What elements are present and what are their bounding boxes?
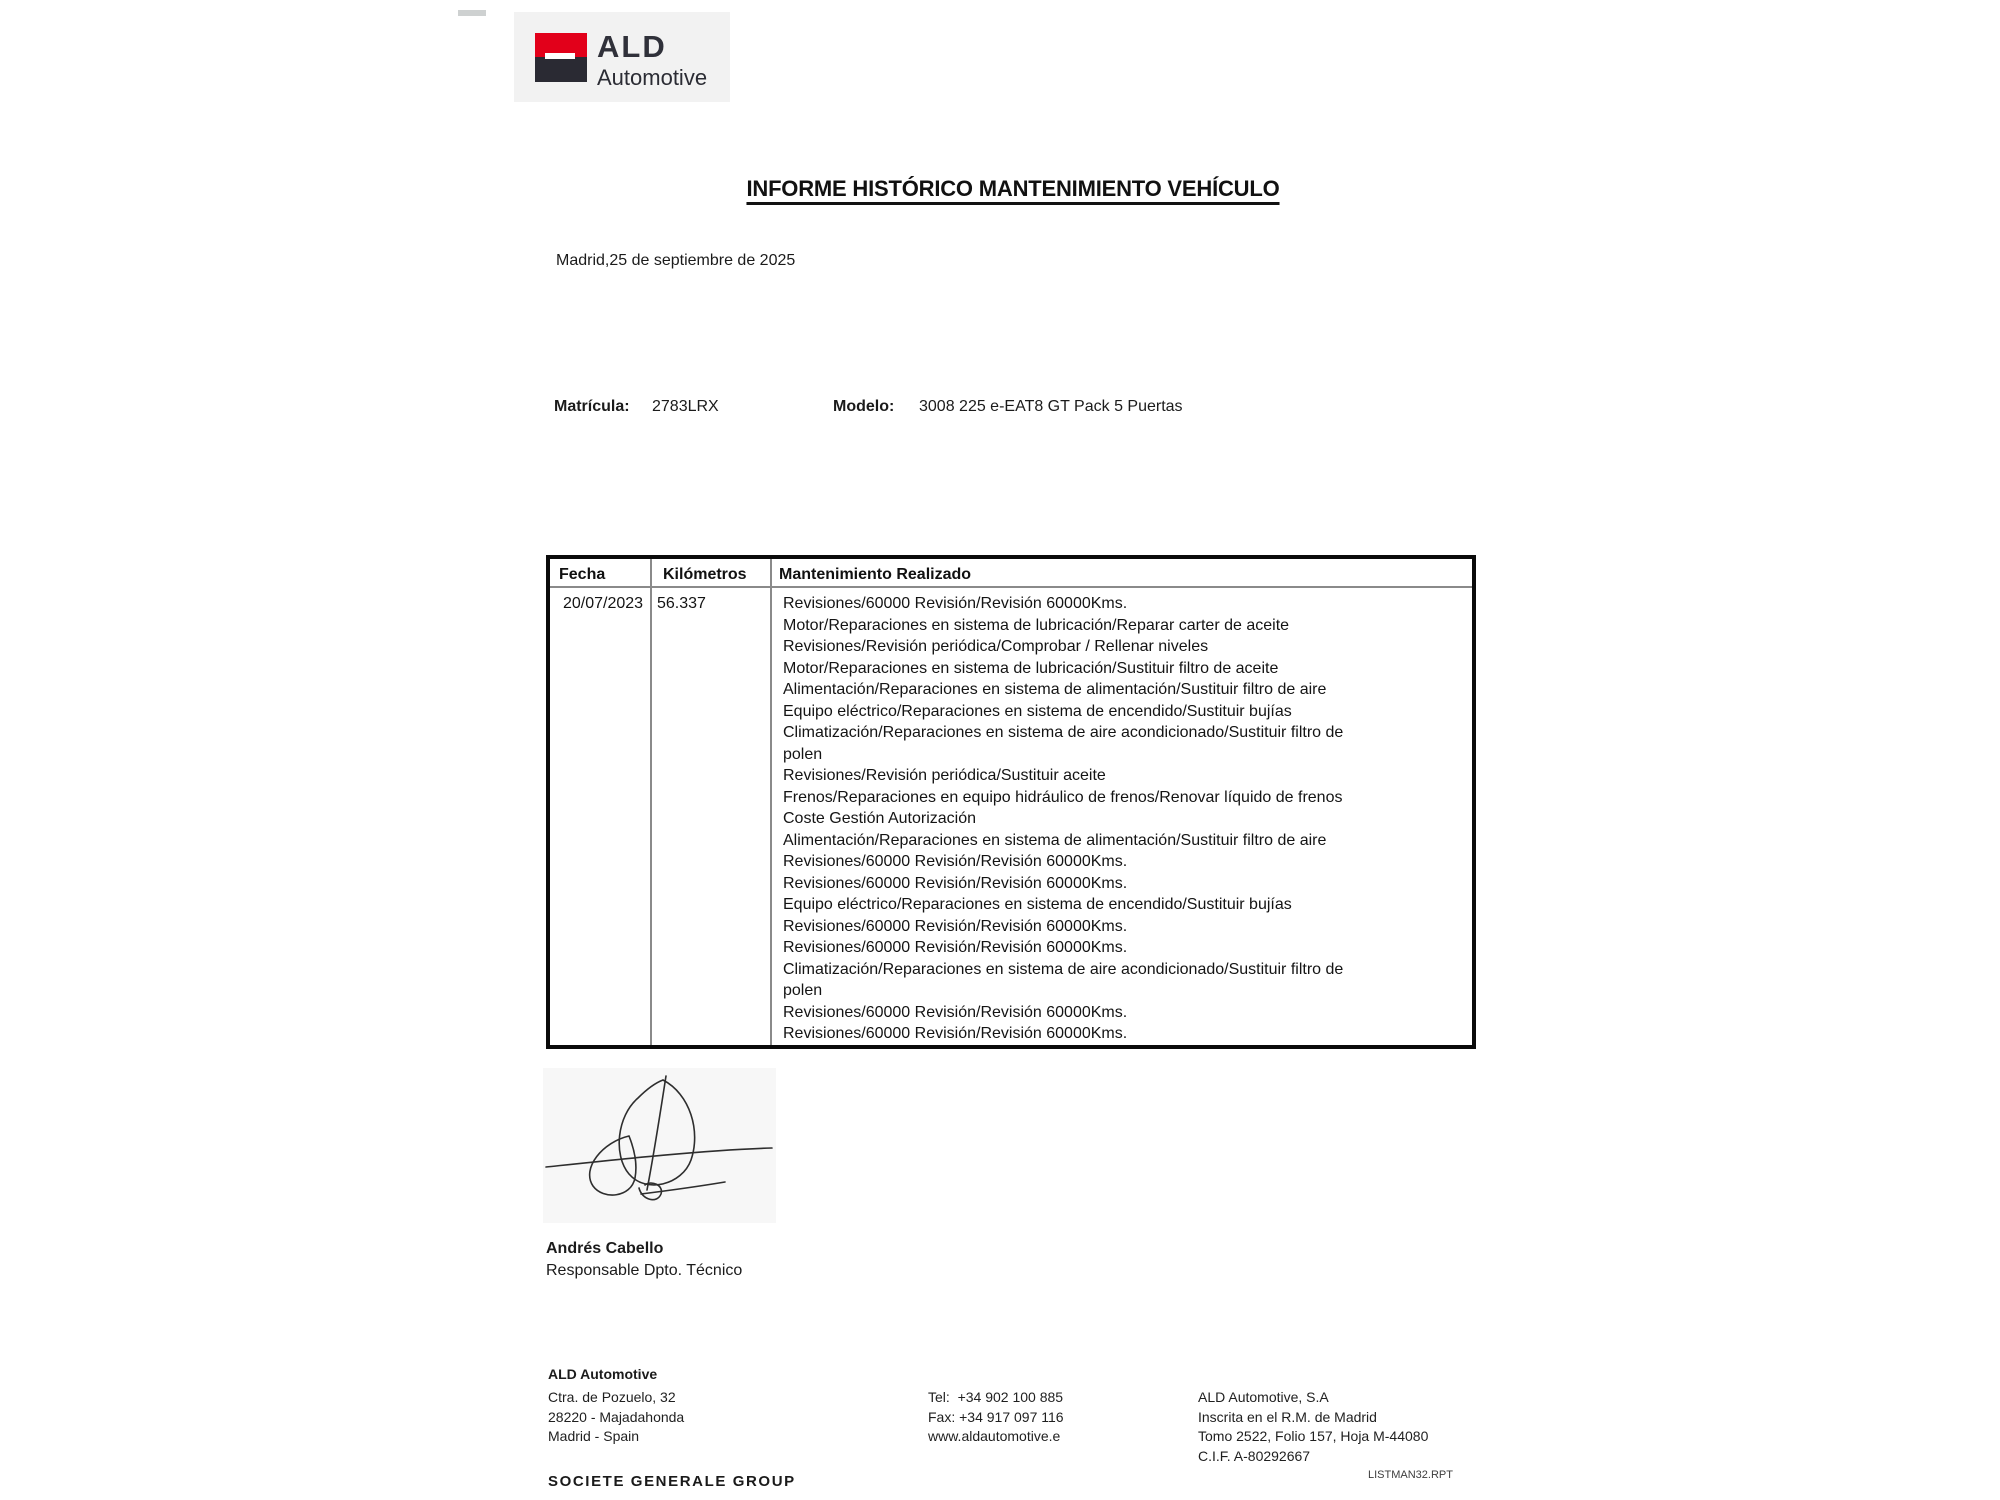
modelo-label: Modelo: <box>833 398 895 415</box>
signature-image <box>543 1068 776 1223</box>
signature-scribble-icon <box>543 1068 776 1223</box>
maintenance-line: Motor/Reparaciones en sistema de lubricación/Sustituir filtro de aceite <box>783 659 1279 677</box>
maintenance-line: Revisiones/60000 Revisión/Revisión 60000Kms. <box>783 917 1128 935</box>
footer-address <box>548 1388 684 1447</box>
signatory-role: Responsable Dpto. Técnico <box>546 1262 743 1279</box>
footer-legal-line: C.I.F. A-80292667 <box>1198 1447 1311 1464</box>
maintenance-line: Climatización/Reparaciones en sistema de aire acondicionado/Sustituir filtro de <box>783 960 1344 978</box>
ald-automotive-logo <box>514 12 730 102</box>
footer-address-line: Madrid - Spain <box>548 1428 640 1444</box>
maintenance-line: Frenos/Reparaciones en equipo hidráulico de frenos/Renovar líquido de frenos <box>783 788 1343 806</box>
maintenance-line: Equipo eléctrico/Reparaciones en sistema de encendido/Sustituir bujías <box>783 702 1292 720</box>
footer-legal-line: ALD Automotive, S.A <box>1198 1389 1329 1405</box>
column-divider <box>650 559 652 1045</box>
maintenance-line: Revisiones/60000 Revisión/Revisión 60000Kms. <box>783 1025 1128 1042</box>
footer-legal-line: Inscrita en el R.M. de Madrid <box>1198 1408 1377 1425</box>
maintenance-line: Climatización/Reparaciones en sistema de aire acondicionado/Sustituir filtro de <box>783 724 1344 741</box>
footer-address-line: Ctra. de Pozuelo, 32 <box>548 1389 676 1405</box>
maintenance-line: Revisiones/60000 Revisión/Revisión 60000Kms. <box>783 874 1128 892</box>
maintenance-line: polen <box>783 745 823 763</box>
maintenance-line: Revisiones/Revisión periódica/Sustituir aceite <box>783 767 1106 784</box>
report-filename: LISTMAN32.RPT <box>1368 1469 1453 1481</box>
footer-contact-line: Fax: +34 917 097 116 <box>928 1408 1064 1425</box>
maintenance-line: Revisiones/Revisión periódica/Comprobar / Rellenar niveles <box>783 638 1209 655</box>
maintenance-line: Revisiones/60000 Revisión/Revisión 60000Kms. <box>783 595 1128 612</box>
scan-artifact <box>458 10 486 16</box>
header-fecha: Fecha <box>559 566 606 583</box>
maintenance-table <box>546 555 1476 1049</box>
logo-white-stripe <box>545 53 575 59</box>
footer-legal-line: Tomo 2522, Folio 157, Hoja M-44080 <box>1198 1428 1429 1444</box>
maintenance-line: Revisiones/60000 Revisión/Revisión 60000Kms. <box>783 1003 1128 1021</box>
logo-text-automotive: Automotive <box>597 65 708 90</box>
footer-contact-line: Tel: +34 902 100 885 <box>928 1389 1064 1405</box>
header-divider <box>550 586 1472 588</box>
footer-address-line: 28220 - Majadahonda <box>548 1408 685 1425</box>
maintenance-line: Coste Gestión Autorización <box>783 810 976 827</box>
report-title: INFORME HISTÓRICO MANTENIMIENTO VEHÍCULO <box>746 176 1280 201</box>
cell-maintenance-list <box>783 593 1466 1045</box>
column-divider <box>770 559 772 1045</box>
maintenance-line: Alimentación/Reparaciones en sistema de alimentación/Sustituir filtro de aire <box>783 831 1327 849</box>
maintenance-line: Equipo eléctrico/Reparaciones en sistema de encendido/Sustituir bujías <box>783 896 1292 913</box>
footer-legal <box>1198 1388 1428 1466</box>
cell-kilometros: 56.337 <box>657 595 706 612</box>
header-mantenimiento: Mantenimiento Realizado <box>779 566 972 583</box>
cell-fecha: 20/07/2023 <box>563 595 644 612</box>
maintenance-line: Motor/Reparaciones en sistema de lubricación/Reparar carter de aceite <box>783 616 1290 634</box>
date-line: Madrid,25 de septiembre de 2025 <box>556 252 796 269</box>
maintenance-line: polen <box>783 982 823 999</box>
footer-contact-line: www.aldautomotive.e <box>928 1428 1061 1444</box>
maintenance-line: Alimentación/Reparaciones en sistema de alimentación/Sustituir filtro de aire <box>783 681 1327 698</box>
footer-contact <box>928 1388 1064 1447</box>
logo-black-block <box>535 57 587 82</box>
logo-text-ald: ALD <box>597 29 667 64</box>
societe-generale-group-label: SOCIETE GENERALE GROUP <box>548 1473 796 1490</box>
header-kilometros: Kilómetros <box>663 566 747 583</box>
maintenance-line: Revisiones/60000 Revisión/Revisión 60000Kms. <box>783 939 1128 956</box>
matricula-value: 2783LRX <box>652 398 719 415</box>
modelo-value: 3008 225 e-EAT8 GT Pack 5 Puertas <box>919 398 1183 415</box>
matricula-label: Matrícula: <box>554 398 630 415</box>
signatory-name: Andrés Cabello <box>546 1240 664 1257</box>
maintenance-line: Revisiones/60000 Revisión/Revisión 60000Kms. <box>783 853 1128 870</box>
societe-generale-square-icon <box>535 33 587 82</box>
footer-company-name: ALD Automotive <box>548 1366 658 1382</box>
